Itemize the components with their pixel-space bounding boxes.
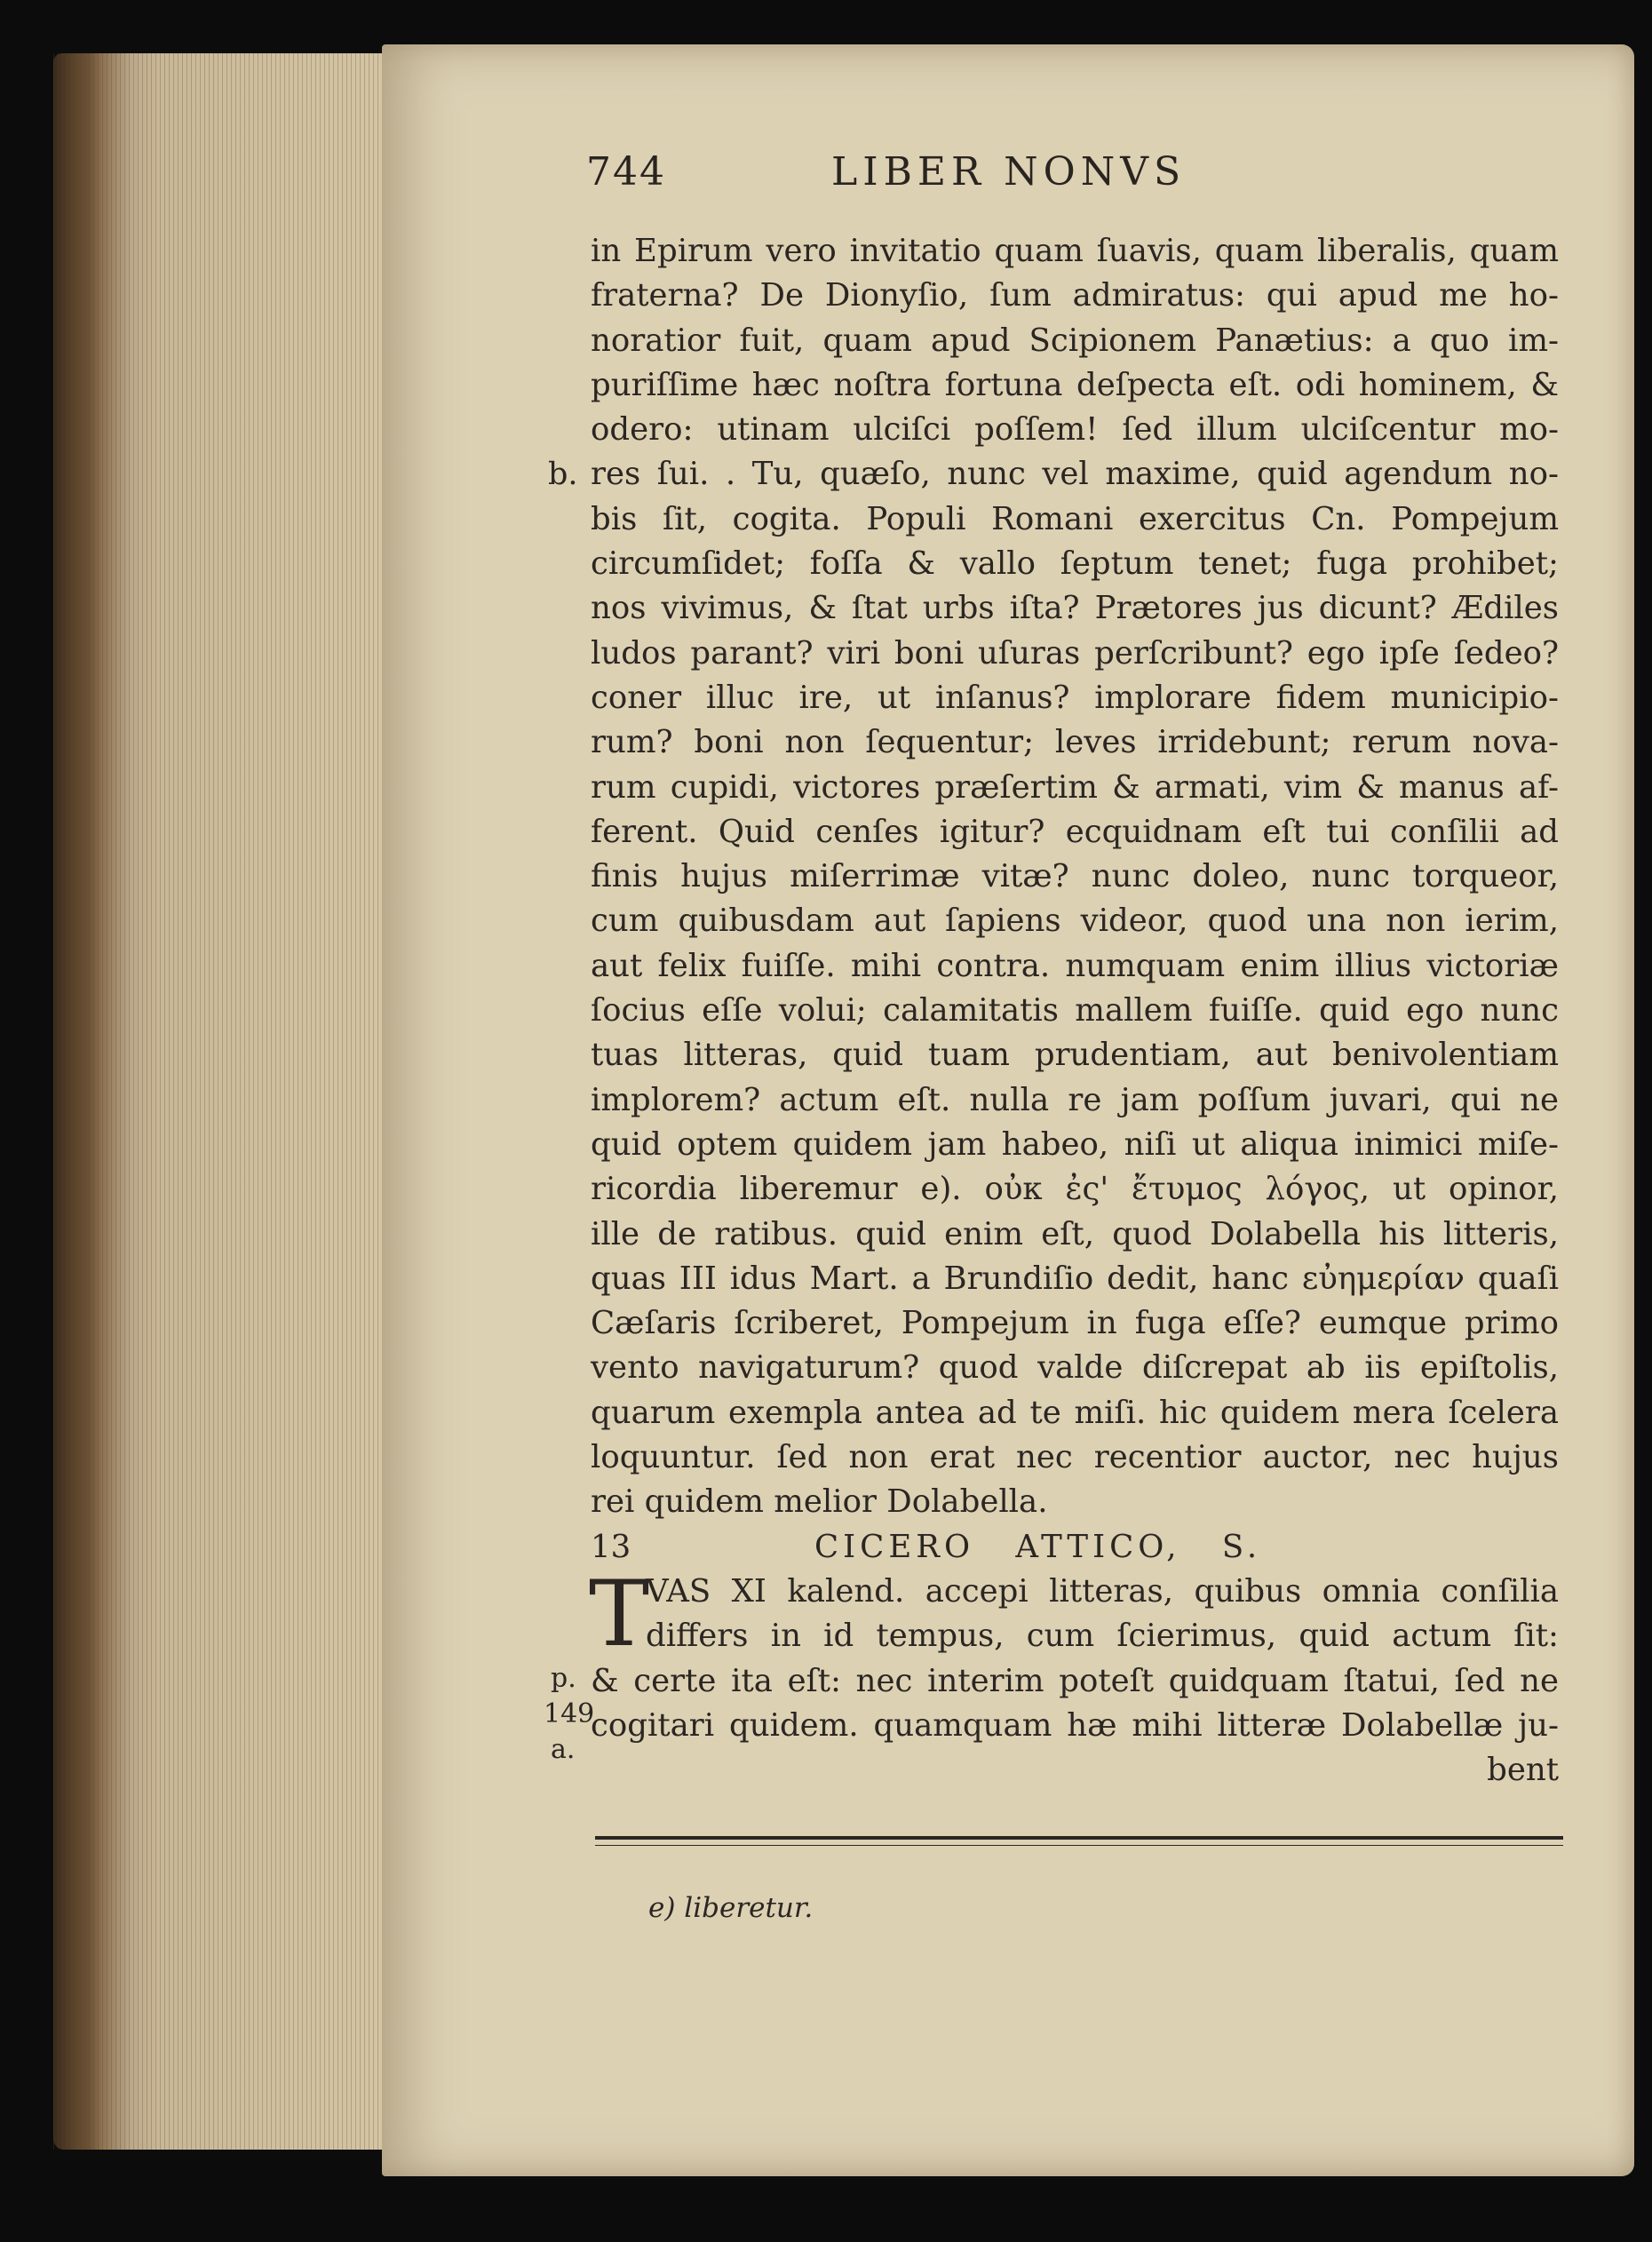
text-line: tuas litteras, quid tuam prudentiam, aut benivolentiam: [591, 1037, 1559, 1074]
letter-heading: CICERO ATTICO, S.: [814, 1528, 1262, 1565]
text-line: implorem? actum eſt. nulla re jam poſſum juvari, qui ne: [591, 1081, 1559, 1118]
text-line: ludos parant? viri boni uſuras perſcribunt? ego ipſe ſedeo?: [591, 634, 1559, 672]
page-number: 744: [586, 149, 666, 195]
text-line: quarum exempla antea ad te miſi. hic quidem mera ſcelera: [591, 1394, 1559, 1431]
book-page-edges: [53, 53, 409, 2150]
text-line: ferent. Quid cenſes igitur? ecquidnam eſt tui conſilii ad: [591, 813, 1559, 850]
text-line: & certe ita eſt: nec interim poteſt quidquam ſtatui, ſed ne: [591, 1662, 1559, 1699]
text-line: loquuntur. ſed non erat nec recentior auctor, nec hujus: [591, 1439, 1559, 1476]
text-line: in Epirum vero invitatio quam ſuavis, quam liberalis, quam: [591, 233, 1559, 269]
text-line: nos vivimus, & ſtat urbs iſta? Prætores jus dicunt? Ædiles: [591, 590, 1559, 627]
letter-heading-row: [591, 1525, 1559, 1570]
letter-number: 13: [591, 1528, 631, 1565]
margin-note-b: b.: [548, 457, 578, 492]
text-line: fraterna? De Dionyſio, ſum admiratus: qui apud me ho-: [591, 277, 1559, 314]
text-line: quid optem quidem jam habeo, niſi ut aliqua inimici miſe-: [591, 1125, 1559, 1163]
running-title: LIBER NONVS: [830, 149, 1187, 195]
paragraph-2: [589, 1561, 1559, 1793]
text-line: differs in id tempus, cum ſcierimus, quid actum ſit:: [646, 1618, 1559, 1655]
text-line: cum quibusdam aut ſapiens videor, quod una non ierim,: [591, 902, 1559, 940]
text-line: rum cupidi, victores præſertim & armati, vim & manus af-: [591, 768, 1559, 806]
margin-note-a: a.: [551, 1734, 576, 1765]
drop-cap: T: [589, 1561, 650, 1667]
margin-note-page-ref: 149: [544, 1698, 595, 1729]
running-head: [586, 149, 1186, 195]
text-line: noratior fuit, quam apud Scipionem Panætius: a quo im-: [591, 322, 1559, 359]
paragraph-1: [591, 229, 1559, 1525]
footnote: e) liberetur.: [648, 1892, 814, 1924]
footnote-rule-thin: [595, 1845, 1563, 1846]
text-line: bis ſit, cogita. Populi Romani exercitus Cn. Pompejum: [591, 500, 1559, 537]
text-line: quas III idus Mart. a Brundiſio dedit, hanc εὐημερίαν quaſi: [591, 1260, 1559, 1297]
text-line: ſocius eſſe volui; calamitatis mallem fuiſſe. quid ego nunc: [591, 992, 1559, 1030]
text-line: coner illuc ire, ut inſanus? implorare fidem municipio-: [591, 679, 1559, 716]
text-line: rum? boni non ſequentur; leves irridebunt; rerum nova-: [591, 724, 1559, 761]
margin-note-p: p.: [551, 1663, 576, 1694]
catchword: bent: [1487, 1752, 1559, 1789]
text-line: finis hujus miſerrimæ vitæ? nunc doleo, nunc torqueor,: [591, 858, 1559, 895]
text-line: cogitari quidem. quamquam hæ mihi litteræ Dolabellæ ju-: [591, 1706, 1559, 1744]
text-line: Cæſaris ſcriberet, Pompejum in fuga eſſe? eumque primo: [591, 1305, 1559, 1342]
text-line: vento navigaturum? quod valde diſcrepat ab iis epiſtolis,: [591, 1349, 1559, 1387]
text-line: odero: utinam ulciſci poſſem! ſed illum ulciſcentur mo-: [591, 411, 1559, 449]
text-line: rei quidem melior Dolabella.: [591, 1483, 1048, 1521]
main-text: [591, 229, 1559, 1793]
text-line: circumſidet; foſſa & vallo ſeptum tenet; fuga prohibet;: [591, 545, 1559, 583]
text-line: ricordia liberemur e). οὐκ ἐς' ἔτυμος λόγος, ut opinor,: [591, 1171, 1559, 1208]
footnote-rule: [595, 1836, 1563, 1840]
text-line: res ſui. . Tu, quæſo, nunc vel maxime, quid agendum no-: [591, 456, 1559, 493]
text-line: VAS XI kalend. accepi litteras, quibus omnia conſilia: [646, 1572, 1559, 1610]
text-line: puriſſime hæc noſtra fortuna deſpecta eſt. odi hominem, &: [591, 366, 1559, 403]
text-line: ille de ratibus. quid enim eſt, quod Dolabella his litteris,: [591, 1215, 1559, 1252]
text-line: aut felix fuiſſe. mihi contra. numquam enim illius victoriæ: [591, 947, 1559, 984]
